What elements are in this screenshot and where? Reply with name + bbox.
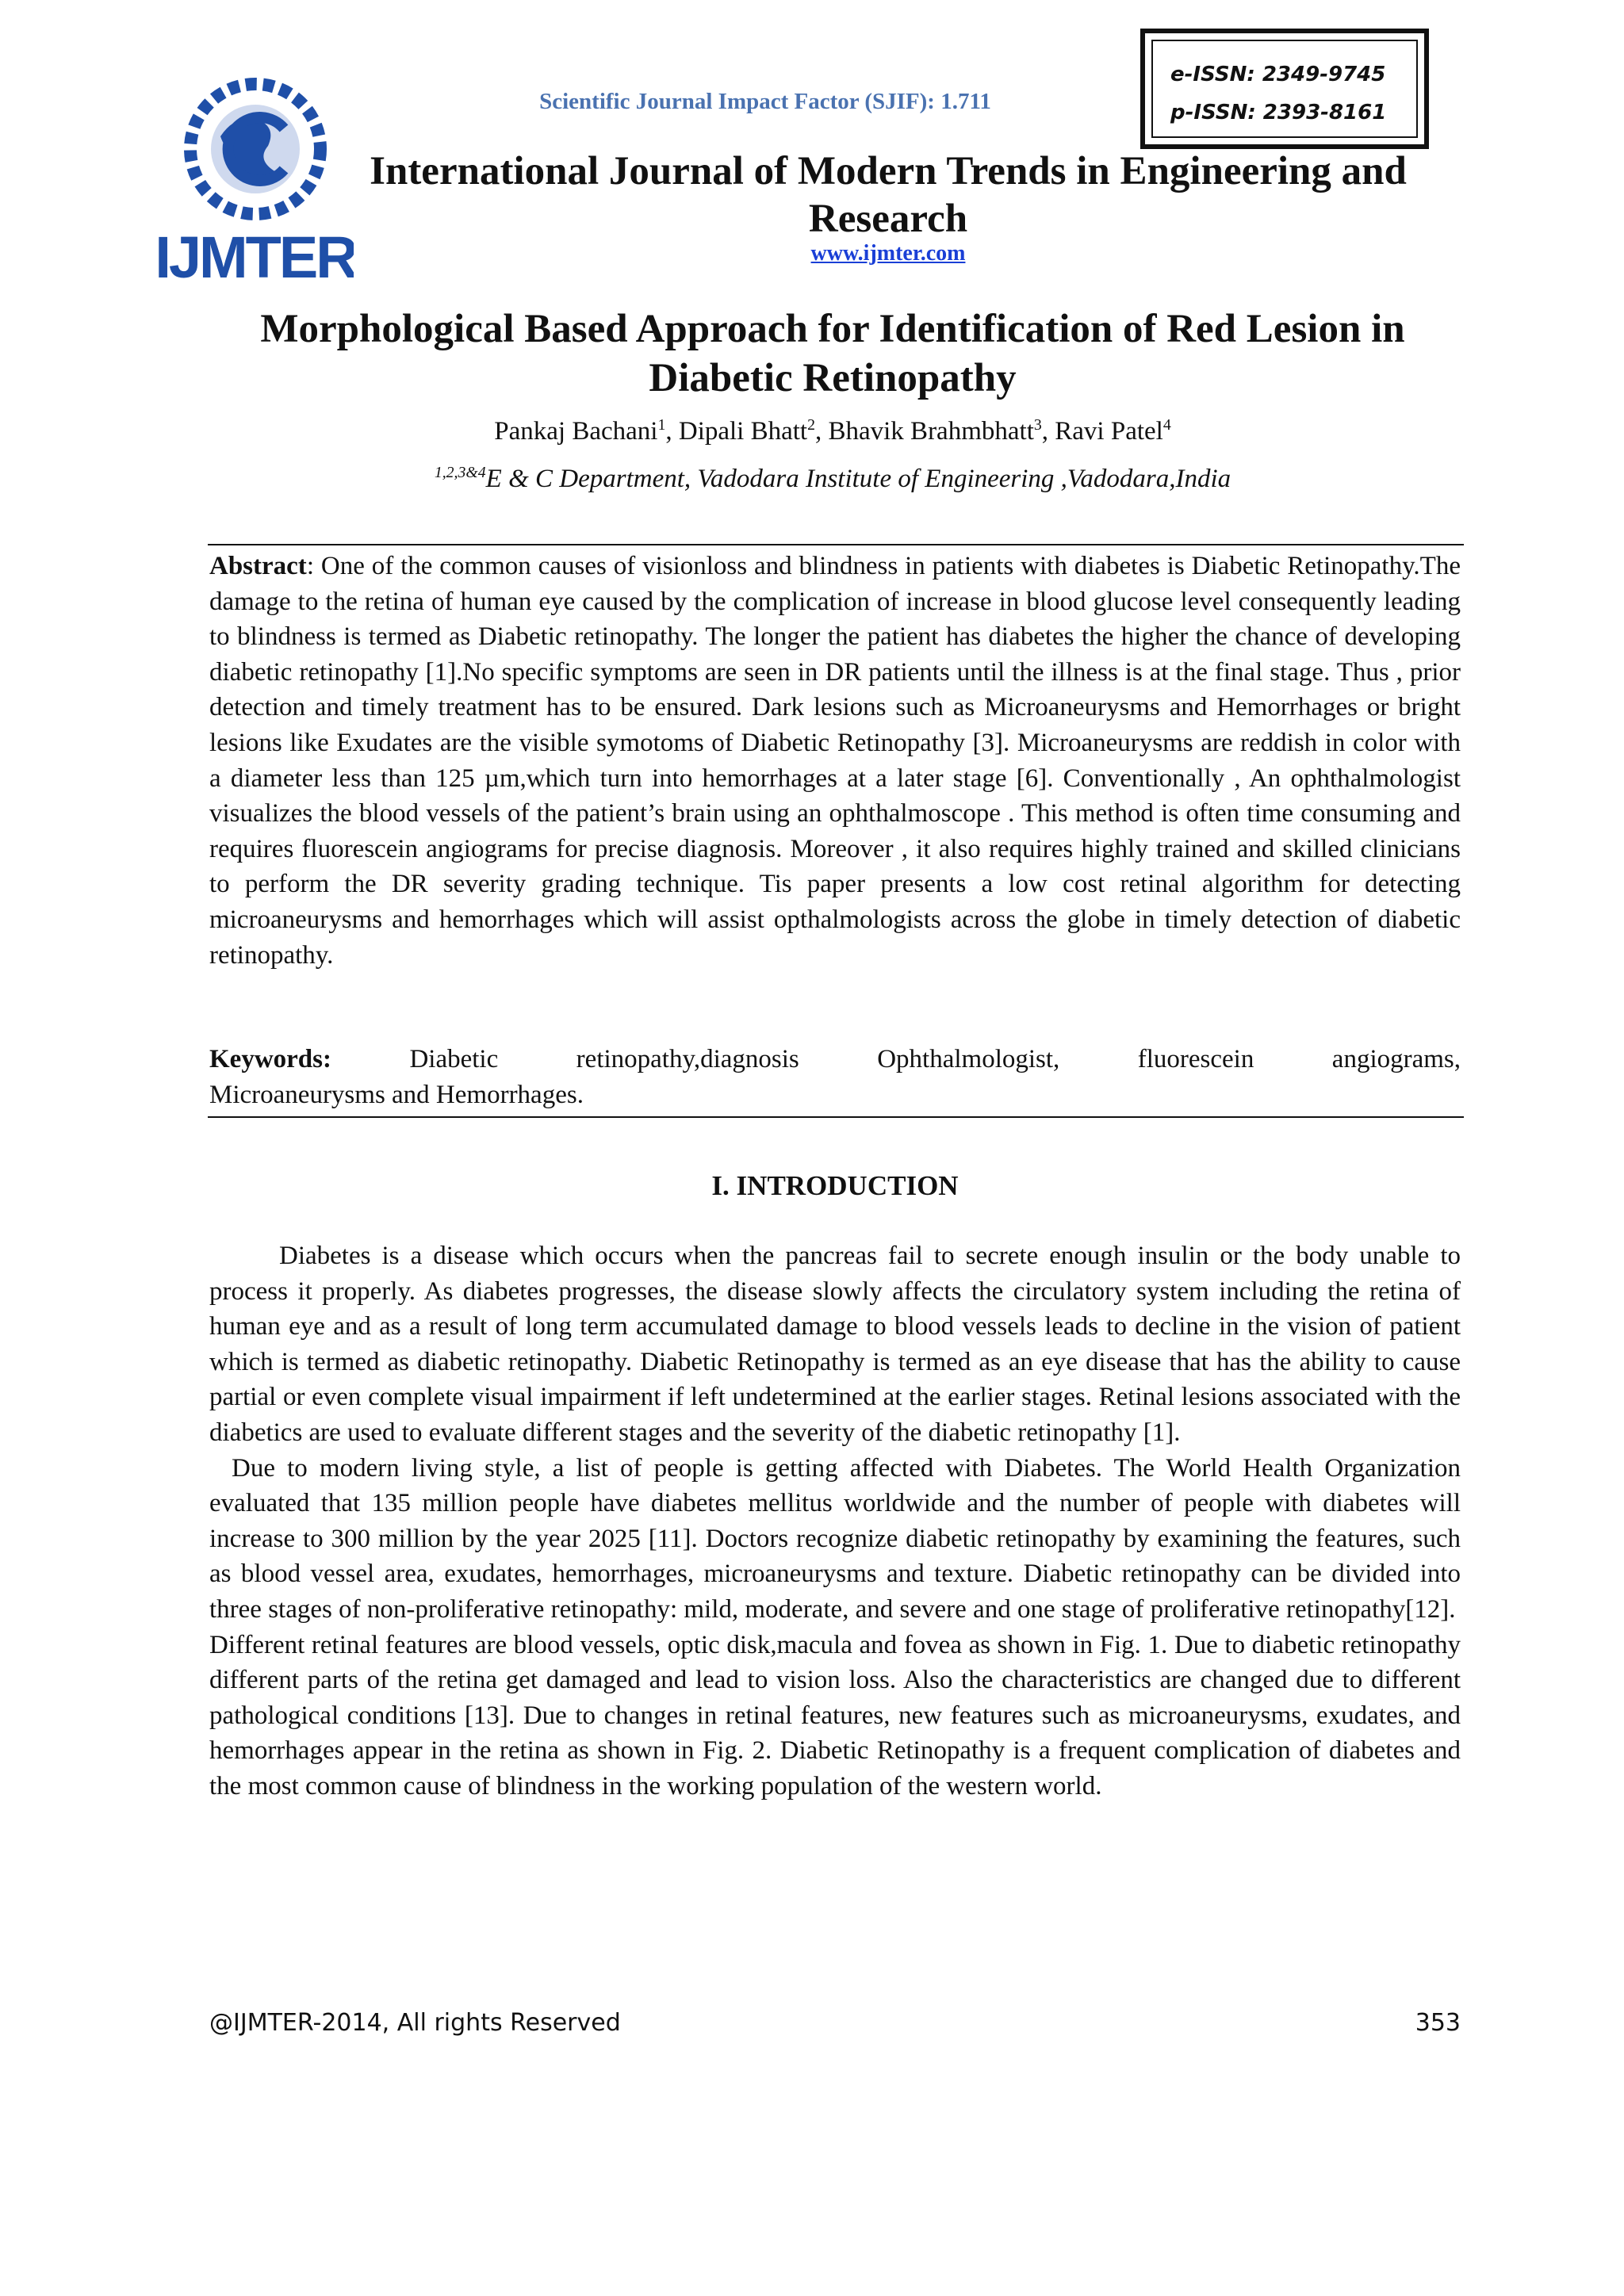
keywords-text-2: Microaneurysms and Hemorrhages. xyxy=(209,1080,584,1109)
pissn: p-ISSN: 2393-8161 xyxy=(1170,101,1387,124)
abstract-text: : One of the common causes of visionloss and blindness in patients with diabetes is Diabetic Retinopathy.The damage to the retina of human eye caused by the complication of increase in blood glucose level consequently leading to blindness is termed as Diabetic retinopathy. The longer the patient has diabetes the higher the chance of developing diabetic retinopathy [1].No specific symptoms are seen in DR patients until the illness is at the final stage. Thus , prior detection and timely treatment has to be ensured. Dark lesions such as Microaneurysms and Hemorrhages or bright lesions like Exudates are the visible symotoms of Diabetic Retinopathy [3]. Microaneurysms are reddish in color with a diameter less than 125 µm,which turn into hemorrhages at a later stage [6]. Conventionally , An ophthalmologist visualizes the blood vessels of the patient’s brain using an ophthalmoscope . This method is often time consuming and requires fluorescein angiograms for precise diagnosis. Moreover , it also requires highly trained and skilled clinicians to perform the DR severity grading technique. Tis paper presents a low cost retinal algorithm for detecting microaneurysms and hemorrhages which will assist opthalmologists across the globe in timely detection of diabetic retinopathy. xyxy=(209,552,1461,970)
intro-paragraph-1: Diabetes is a disease which occurs when the pancreas fail to secrete enough insulin or the body unable to process it properly. As diabetes progresses, the disease slowly affects the circulatory system including the retina of human eye and as a result of long term accumulated damage to blood vessels leads to decline in the vision of patient which is termed as diabetic retinopathy. Diabetic Retinopathy is termed as an eye disease that has the ability to cause partial or even complete visual impairment if left undetermined at the earlier stages. Retinal lesions associated with the diabetics are used to evaluate different stages and the severity of the diabetic retinopathy [1]. xyxy=(209,1242,1461,1447)
affiliation-text: E & C Department, Vadodara Institute of Engineering ,Vadodara,India xyxy=(485,465,1231,493)
introduction-body xyxy=(209,1238,1461,1804)
intro-paragraph-2: Due to modern living style, a list of people is getting affected with Diabetes. The World Health Organization evaluated that 135 million people have diabetes mellitus worldwide and the number of people with diabetes will increase to 300 million by the year 2025 [11]. Doctors recognize diabetic retinopathy by examining the features, such as blood vessel area, exudates, hemorrhages, microaneurysms and texture. Diabetic retinopathy can be divided into three stages of non-proliferative retinopathy: mild, moderate, and severe and one stage of proliferative retinopathy[12]. xyxy=(209,1453,1461,1624)
footer-copyright: @IJMTER-2014, All rights Reserved xyxy=(209,2009,621,2037)
keywords-line-1 xyxy=(209,1042,1461,1077)
abstract-bottom-rule xyxy=(208,1116,1464,1118)
intro-paragraph-3: Different retinal features are blood vessels, optic disk,macula and fovea as shown in Fig. 1. Due to diabetic retinopathy different parts of the retina get damaged and lead to vision loss. Also the characteristics are changed due to different pathological conditions [13]. Due to changes in retinal features, new features such as microaneurysms, exudates, and hemorrhages appear in the retina as shown in Fig. 2. Diabetic Retinopathy is a frequent complication of diabetes and the most common cause of blindness in the working population of the western world. xyxy=(209,1630,1461,1800)
impact-factor: Scientific Journal Impact Factor (SJIF): 1.711 xyxy=(539,89,991,114)
journal-url-link[interactable]: www.ijmter.com xyxy=(810,241,966,266)
issn-box xyxy=(1140,29,1429,149)
author-affiliation-mark: 2 xyxy=(807,416,815,434)
page-number: 353 xyxy=(1415,2009,1461,2037)
journal-logo xyxy=(157,73,354,289)
logo-text: IJMTER xyxy=(157,224,354,289)
section-heading-introduction: I. INTRODUCTION xyxy=(711,1170,959,1201)
affiliation xyxy=(206,465,1459,494)
abstract-top-rule xyxy=(208,544,1464,545)
author-name: Pankaj Bachani xyxy=(494,417,658,446)
author-affiliation-mark: 1 xyxy=(657,416,666,434)
abstract-label: Abstract xyxy=(209,552,307,580)
affiliation-mark: 1,2,3&4 xyxy=(434,464,486,481)
author-affiliation-mark: 3 xyxy=(1033,416,1042,434)
author-list xyxy=(206,417,1459,446)
author-separator: , xyxy=(814,417,829,446)
author-affiliation-mark: 4 xyxy=(1162,416,1171,434)
author-name: Dipali Bhatt xyxy=(678,417,808,446)
abstract xyxy=(209,549,1461,973)
paper-title: Morphological Based Approach for Identification of Red Lesion in Diabetic Retinopathy xyxy=(260,307,1405,400)
keywords xyxy=(209,1042,1461,1112)
author-separator: , xyxy=(665,417,679,446)
eissn: e-ISSN: 2349-9745 xyxy=(1170,63,1386,86)
author-name: Ravi Patel xyxy=(1055,417,1163,446)
keywords-text-1: Diabetic retinopathy,diagnosis Ophthalmologist, fluorescein angiograms, xyxy=(409,1045,1461,1073)
journal-title: International Journal of Modern Trends in Engineering and Research xyxy=(370,149,1407,241)
author-name: Bhavik Brahmbhatt xyxy=(828,417,1034,446)
author-separator: , xyxy=(1041,417,1055,446)
keywords-label: Keywords: xyxy=(209,1045,331,1073)
